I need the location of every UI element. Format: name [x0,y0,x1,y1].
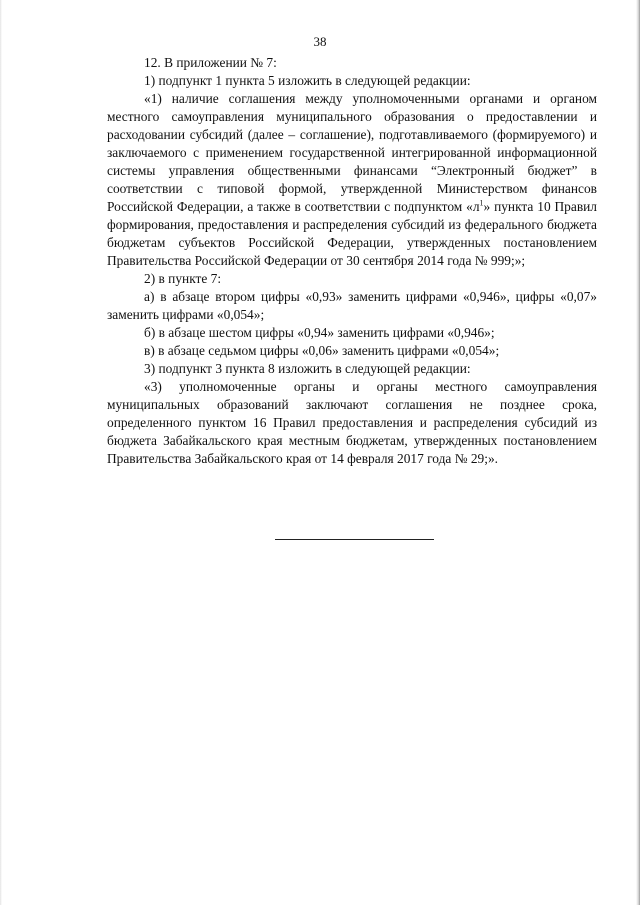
paragraph-item-1-new-text-part-1: «1) наличие соглашения между уполномоченными органами и органом местного самоуправления муниципального образования о предоставлении и расходовании субсидий (далее – соглашение), подготавливаемого (формируемого) и заключаемого с применением государственной интегрированной информационной системы управления общественными финансами “Электронный бюджет” в соответствии с типовой формой, утвержденной Министерством финансов Российской Федерации, а также в соответствии с подпунктом «л [107,91,597,214]
paragraph-item-1-new-text-part-2: » пункта 10 Правил формирования, предоставления и распределения субсидий из федерального бюджета бюджетам субъектов Российской Федерации, утвержденных постановлением Правительства Российской Федерации от 30 сентября 2014 года № 999;»; [107,199,597,268]
paragraph-item-3-new-text: «3) уполномоченные органы и органы местного самоуправления муниципальных образований заключают соглашения не позднее срока, определенного пунктом 16 Правил предоставления и распределения субсидий из бюджета Забайкальского края местным бюджетам, утвержденных постановлением Правительства Забайкальского края от 14 февраля 2017 года № 29;». [107,379,597,466]
paragraph-item-2b: б) в абзаце шестом цифры «0,94» заменить цифрами «0,946»; [144,325,495,340]
paragraph-item-2: 2) в пункте 7: [144,271,222,286]
scan-edge-left [0,0,2,905]
paragraph-item-1-new-text [107,90,597,270]
paragraph-item-2a: а) в абзаце втором цифры «0,93» заменить цифрами «0,946», цифры «0,07» заменить цифрами «0,054»; [107,289,597,322]
paragraph-appendix-heading: 12. В приложении № 7: [144,55,277,70]
paragraph-item-3: 3) подпункт 3 пункта 8 изложить в следующей редакции: [144,361,471,376]
closing-divider-line [275,539,434,540]
superscript-index: 1 [479,198,484,208]
page-number: 38 [313,34,327,49]
paragraph-item-1: 1) подпункт 1 пункта 5 изложить в следующей редакции: [144,73,471,88]
paragraph-item-2c: в) в абзаце седьмом цифры «0,06» заменить цифрами «0,054»; [144,343,500,358]
document-body [107,54,597,468]
scan-edge-right [636,0,640,905]
